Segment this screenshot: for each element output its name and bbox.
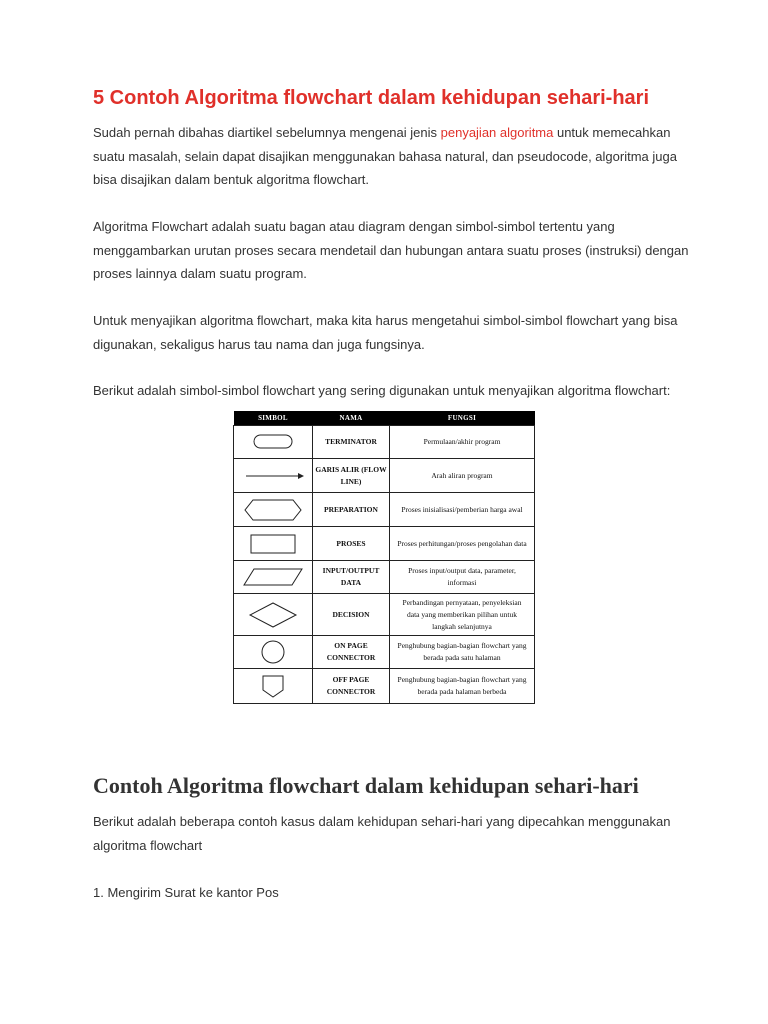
paragraph-symbols-intro: Untuk menyajikan algoritma flowchart, maka kita harus mengetahui simbol-simbol flowchart yang bisa digunakan, sekaligus harus tau nama dan juga fungsinya. bbox=[93, 313, 678, 352]
diamond-shape-icon bbox=[234, 594, 313, 636]
paragraph-symbols-list-intro: Berikut adalah simbol-simbol flowchart yang sering digunakan untuk menyajikan algoritma flowchart: bbox=[93, 383, 671, 398]
article-title: 5 Contoh Algoritma flowchart dalam kehidupan sehari-hari bbox=[93, 87, 650, 109]
paragraph-examples-intro: Berikut adalah beberapa contoh kasus dalam kehidupan sehari-hari yang dipecahkan menggunakan algoritma flowchart bbox=[93, 814, 671, 853]
table-row bbox=[234, 493, 535, 527]
symbol-name: INPUT/OUTPUT DATA bbox=[313, 561, 390, 594]
flowchart-symbols-table bbox=[233, 411, 535, 704]
section-heading: Contoh Algoritma flowchart dalam kehidupan sehari-hari bbox=[93, 773, 639, 798]
table-header-row bbox=[234, 411, 535, 426]
symbol-function: Proses perhitungan/proses pengolahan data bbox=[390, 527, 535, 561]
pentagon-shape-icon bbox=[234, 669, 313, 704]
penyajian-algoritma-link[interactable]: penyajian algoritma bbox=[440, 125, 554, 140]
parallelogram-shape-icon bbox=[234, 561, 313, 594]
header-nama: NAMA bbox=[313, 411, 390, 426]
symbol-function: Proses input/output data, parameter, informasi bbox=[390, 561, 535, 594]
symbol-name: PREPARATION bbox=[313, 493, 390, 527]
table-row bbox=[234, 459, 535, 493]
symbol-function: Penghubung bagian-bagian flowchart yang berada pada halaman berbeda bbox=[390, 669, 535, 704]
paragraph-intro-text-2: untuk memecahkan suatu masalah, selain dapat disajikan menggunakan bahasa natural, dan pseudocode, algoritma juga bisa disajikan dalam bentuk algoritma flowchart. bbox=[93, 125, 677, 187]
symbol-name: TERMINATOR bbox=[313, 426, 390, 459]
symbol-function: Arah aliran program bbox=[390, 459, 535, 493]
circle-shape-icon bbox=[234, 636, 313, 669]
table-row bbox=[234, 527, 535, 561]
table-row bbox=[234, 636, 535, 669]
table-row bbox=[234, 594, 535, 636]
terminator-shape-icon bbox=[234, 426, 313, 459]
symbol-name: OFF PAGE CONNECTOR bbox=[313, 669, 390, 704]
symbol-name: DECISION bbox=[313, 594, 390, 636]
table-row bbox=[234, 426, 535, 459]
paragraph-definition: Algoritma Flowchart adalah suatu bagan atau diagram dengan simbol-simbol tertentu yang menggambarkan urutan proses secara mendetail dan hubungan antara suatu proses (instruksi) dengan proses lainnya dalam suatu program. bbox=[93, 219, 689, 281]
symbol-function: Penghubung bagian-bagian flowchart yang berada pada satu halaman bbox=[390, 636, 535, 669]
symbol-function: Permulaan/akhir program bbox=[390, 426, 535, 459]
symbol-name: PROSES bbox=[313, 527, 390, 561]
paragraph-intro bbox=[93, 121, 693, 192]
header-simbol: SIMBOL bbox=[234, 411, 313, 426]
symbol-name: ON PAGE CONNECTOR bbox=[313, 636, 390, 669]
paragraph-intro-text-1: Sudah pernah dibahas diartikel sebelumnya mengenai jenis bbox=[93, 125, 441, 140]
table-row bbox=[234, 561, 535, 594]
rectangle-shape-icon bbox=[234, 527, 313, 561]
symbol-name: GARIS ALIR (FLOW LINE) bbox=[313, 459, 390, 493]
header-fungsi: FUNGSI bbox=[390, 411, 535, 426]
hexagon-shape-icon bbox=[234, 493, 313, 527]
list-item: 1. Mengirim Surat ke kantor Pos bbox=[93, 885, 279, 900]
symbol-function: Perbandingan pernyataan, penyeleksian data yang memberikan pilihan untuk langkah selanjutnya bbox=[390, 594, 535, 636]
symbol-function: Proses inisialisasi/pemberian harga awal bbox=[390, 493, 535, 527]
table-row bbox=[234, 669, 535, 704]
arrow-shape-icon bbox=[234, 459, 313, 493]
